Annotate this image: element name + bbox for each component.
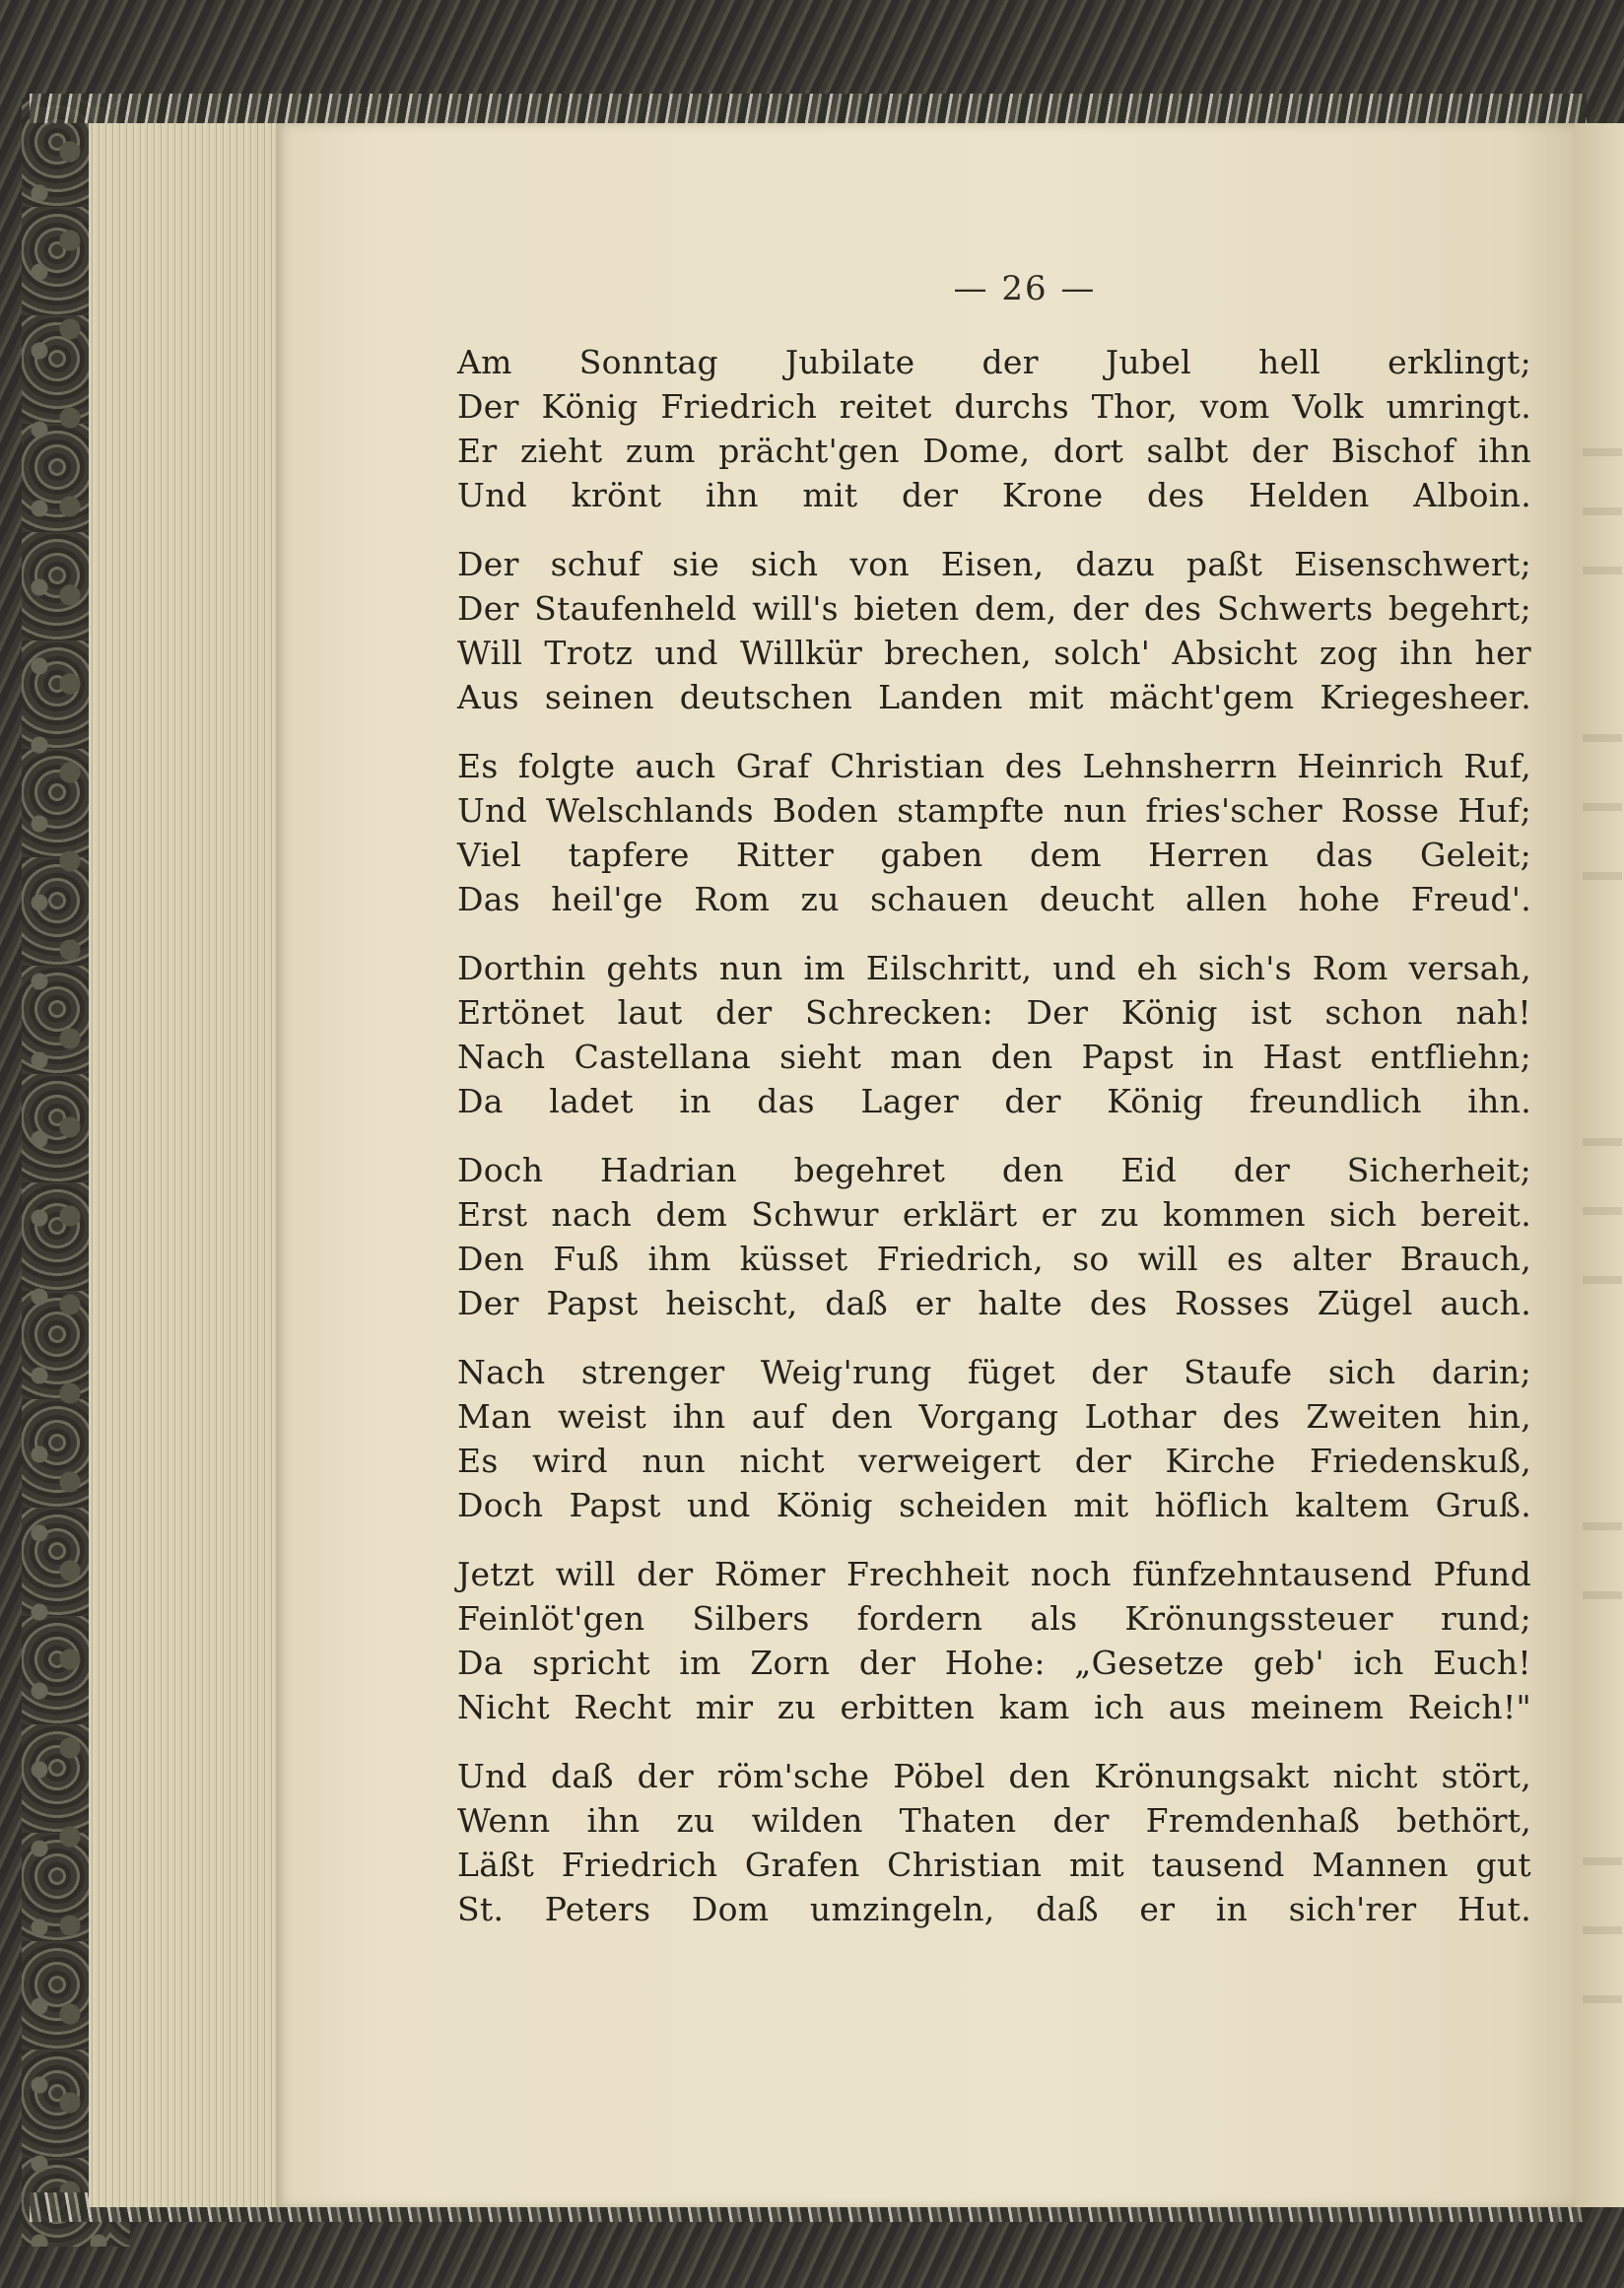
poem-line: Feinlöt'gen Silbers fordern als Krönungssteuer rund;	[457, 1599, 1531, 1638]
poem-line: Läßt Friedrich Grafen Christian mit tausend Mannen gut	[457, 1846, 1531, 1884]
poem-line: Der Papst heischt, daß er halte des Rosses Zügel auch.	[457, 1284, 1531, 1322]
poem-line: Der König Friedrich reitet durchs Thor, vom Volk umringt.	[457, 387, 1531, 426]
poem-line: Und Welschlands Boden stampfte nun fries'scher Rosse Huf;	[457, 791, 1531, 830]
poem-line: Und daß der röm'sche Pöbel den Krönungsakt nicht stört,	[457, 1757, 1531, 1795]
stanza	[457, 744, 1531, 921]
cover-top-edge	[30, 94, 1587, 123]
page-number: — 26 —	[953, 269, 1097, 308]
poem-line: Doch Hadrian begehret den Eid der Sicherheit;	[457, 1151, 1531, 1189]
poem-line: Nach Castellana sieht man den Papst in Hast entfliehn;	[457, 1038, 1531, 1076]
poem-line: Es wird nun nicht verweigert der Kirche Friedenskuß,	[457, 1442, 1531, 1480]
poem-line: Da spricht im Zorn der Hohe: „Gesetze geb' ich Euch!	[457, 1644, 1531, 1682]
poem-line: Am Sonntag Jubilate der Jubel hell erklingt;	[457, 343, 1531, 381]
stanza	[457, 1350, 1531, 1527]
stanza	[457, 1754, 1531, 1931]
poem-line: Doch Papst und König scheiden mit höflich kaltem Gruß.	[457, 1486, 1531, 1524]
poem-line: Dorthin gehts nun im Eilschritt, und eh sich's Rom versah,	[457, 949, 1531, 987]
poem-line: Erst nach dem Schwur erklärt er zu kommen sich bereit.	[457, 1195, 1531, 1234]
poem-line: St. Peters Dom umzingeln, daß er in sich'rer Hut.	[457, 1890, 1531, 1928]
poem	[457, 340, 1531, 1956]
poem-line: Da ladet in das Lager der König freundlich ihn.	[457, 1082, 1531, 1120]
poem-line: Aus seinen deutschen Landen mit mächt'gem Kriegesheer.	[457, 678, 1531, 716]
poem-line: Das heil'ge Rom zu schauen deucht allen hohe Freud'.	[457, 880, 1531, 918]
stanza	[457, 542, 1531, 719]
poem-line: Nach strenger Weig'rung füget der Staufe sich darin;	[457, 1353, 1531, 1391]
poem-line: Es folgte auch Graf Christian des Lehnsherrn Heinrich Ruf,	[457, 747, 1531, 785]
poem-line: Und krönt ihn mit der Krone des Helden Alboin.	[457, 476, 1531, 514]
poem-line: Er zieht zum prächt'gen Dome, dort salbt der Bischof ihn	[457, 432, 1531, 470]
poem-line: Der Staufenheld will's bieten dem, der des Schwerts begehrt;	[457, 589, 1531, 628]
stanza	[457, 1148, 1531, 1325]
stanza	[457, 946, 1531, 1123]
facing-page-edge	[1575, 123, 1624, 2207]
poem-line: Viel tapfere Ritter gaben dem Herren das Geleit;	[457, 836, 1531, 874]
poem-line: Wenn ihn zu wilden Thaten der Fremdenhaß bethört,	[457, 1801, 1531, 1840]
poem-line: Den Fuß ihm küsset Friedrich, so will es alter Brauch,	[457, 1240, 1531, 1278]
book-page	[276, 123, 1575, 2207]
poem-line: Man weist ihn auf den Vorgang Lothar des Zweiten hin,	[457, 1397, 1531, 1436]
page-stack-edges	[89, 123, 286, 2207]
stanza	[457, 1552, 1531, 1729]
poem-line: Nicht Recht mir zu erbitten kam ich aus meinem Reich!"	[457, 1688, 1531, 1726]
poem-line: Jetzt will der Römer Frechheit noch fünfzehntausend Pfund	[457, 1555, 1531, 1593]
stanza	[457, 340, 1531, 517]
poem-line: Ertönet laut der Schrecken: Der König ist schon nah!	[457, 993, 1531, 1032]
poem-line: Will Trotz und Willkür brechen, solch' Absicht zog ihn her	[457, 634, 1531, 672]
poem-line: Der schuf sie sich von Eisen, dazu paßt Eisenschwert;	[457, 545, 1531, 583]
